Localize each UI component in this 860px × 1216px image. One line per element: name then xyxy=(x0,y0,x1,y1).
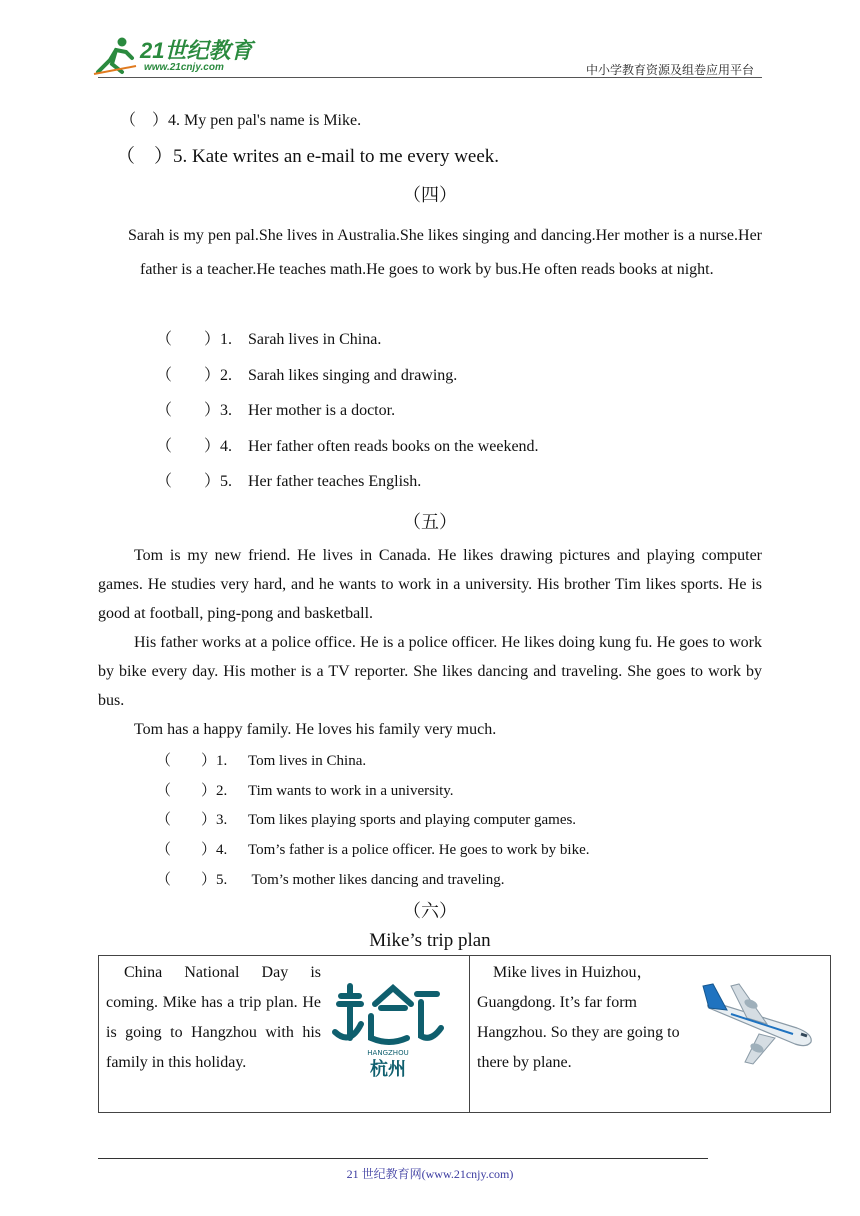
answer-paren: （ ）3. xyxy=(156,812,228,828)
section-5-paragraph-3: Tom has a happy family. He loves his family very much. xyxy=(134,721,497,738)
question-text: Tim wants to work in a university. xyxy=(248,783,454,799)
passage-text: Sarah is my pen pal.She lives in Australia.She likes singing and dancing.Her mother is a nurse.Her father is a teacher.He teaches math.He goes to work by bus.He often reads books at night. xyxy=(128,227,762,278)
logo-text: 21世纪教育 xyxy=(140,38,253,63)
item-text: Kate writes an e-mail to me every week. xyxy=(192,146,500,167)
footer-divider xyxy=(98,1158,708,1159)
answer-paren: （ ）5. xyxy=(156,473,233,490)
airplane-icon xyxy=(701,978,823,1070)
question-4-4 xyxy=(156,433,539,456)
trip-plan-table xyxy=(98,955,831,1113)
hangzhou-logo-icon xyxy=(331,982,445,1080)
item-text: My pen pal's name is Mike. xyxy=(184,112,362,129)
answer-paren: （ ）4. xyxy=(120,112,181,129)
hangzhou-logo-en: HANGZHOU xyxy=(367,1049,409,1057)
question-5-2 xyxy=(156,779,454,800)
question-5-3 xyxy=(156,808,576,829)
answer-paren: （ ）2. xyxy=(156,367,233,384)
question-4-3 xyxy=(156,397,395,420)
site-logo xyxy=(92,30,262,78)
header-divider xyxy=(98,77,762,78)
hangzhou-logo-cn: 杭州 xyxy=(370,1059,406,1080)
answer-paren: （ ）2. xyxy=(156,783,228,799)
section-5-paragraph-2: His father works at a police office. He is a police officer. He likes doing kung fu. He goes to work by bike every day. His mother is a TV reporter. She likes dancing and traveling. She goes to work by bus. xyxy=(98,634,762,709)
question-text: Her father teaches English. xyxy=(248,473,422,490)
platform-label: 中小学教育资源及组卷应用平台 xyxy=(585,63,754,77)
answer-paren: （ ）5. xyxy=(116,146,188,167)
left-cell-text: China National Day is coming. Mike has a trip plan. He is going to Hangzhou with his family in this holiday. xyxy=(106,964,321,1071)
question-5-5 xyxy=(156,868,505,889)
top-item-5 xyxy=(116,141,499,168)
section-6-heading: （六） xyxy=(403,901,457,922)
question-text: Tom’s mother likes dancing and traveling. xyxy=(248,872,505,888)
question-5-4 xyxy=(156,838,590,859)
table-divider xyxy=(469,956,470,1112)
answer-paren: （ ）4. xyxy=(156,438,233,455)
answer-paren: （ ）5. xyxy=(156,872,228,888)
answer-paren: （ ）4. xyxy=(156,842,228,858)
section-5-heading: （五） xyxy=(403,512,457,533)
top-item-4 xyxy=(120,107,361,130)
trip-plan-title: Mike’s trip plan xyxy=(369,930,491,951)
question-4-1 xyxy=(156,326,381,349)
runner-icon xyxy=(92,36,138,76)
question-4-5 xyxy=(156,468,421,491)
section-4-passage xyxy=(128,219,762,287)
question-text: Sarah lives in China. xyxy=(248,331,382,348)
answer-paren: （ ）1. xyxy=(156,331,233,348)
question-text: Tom’s father is a police officer. He goes to work by bike. xyxy=(248,842,590,858)
answer-paren: （ ）1. xyxy=(156,753,228,769)
question-text: Tom lives in China. xyxy=(248,753,367,769)
right-cell-text: Mike lives in Huizhou，Guangdong. It’s far form Hangzhou. So they are going to there by plane. xyxy=(477,964,680,1071)
question-4-2 xyxy=(156,362,457,385)
question-text: Her father often reads books on the weekend. xyxy=(248,438,539,455)
answer-paren: （ ）3. xyxy=(156,402,233,419)
question-text: Tom likes playing sports and playing computer games. xyxy=(248,812,577,828)
question-text: Sarah likes singing and drawing. xyxy=(248,367,458,384)
section-4-heading: （四） xyxy=(403,185,457,206)
question-5-1 xyxy=(156,749,366,770)
logo-url: www.21cnjy.com xyxy=(144,62,224,73)
section-5-paragraph-1: Tom is my new friend. He lives in Canada. He likes drawing pictures and playing computer games. He studies very hard, and he wants to work in a university. His brother Tim likes sports. He is good at football, ping-pong and basketball. xyxy=(98,547,762,622)
question-text: Her mother is a doctor. xyxy=(248,402,396,419)
footer-text: 21 世纪教育网(www.21cnjy.com) xyxy=(346,1167,514,1181)
